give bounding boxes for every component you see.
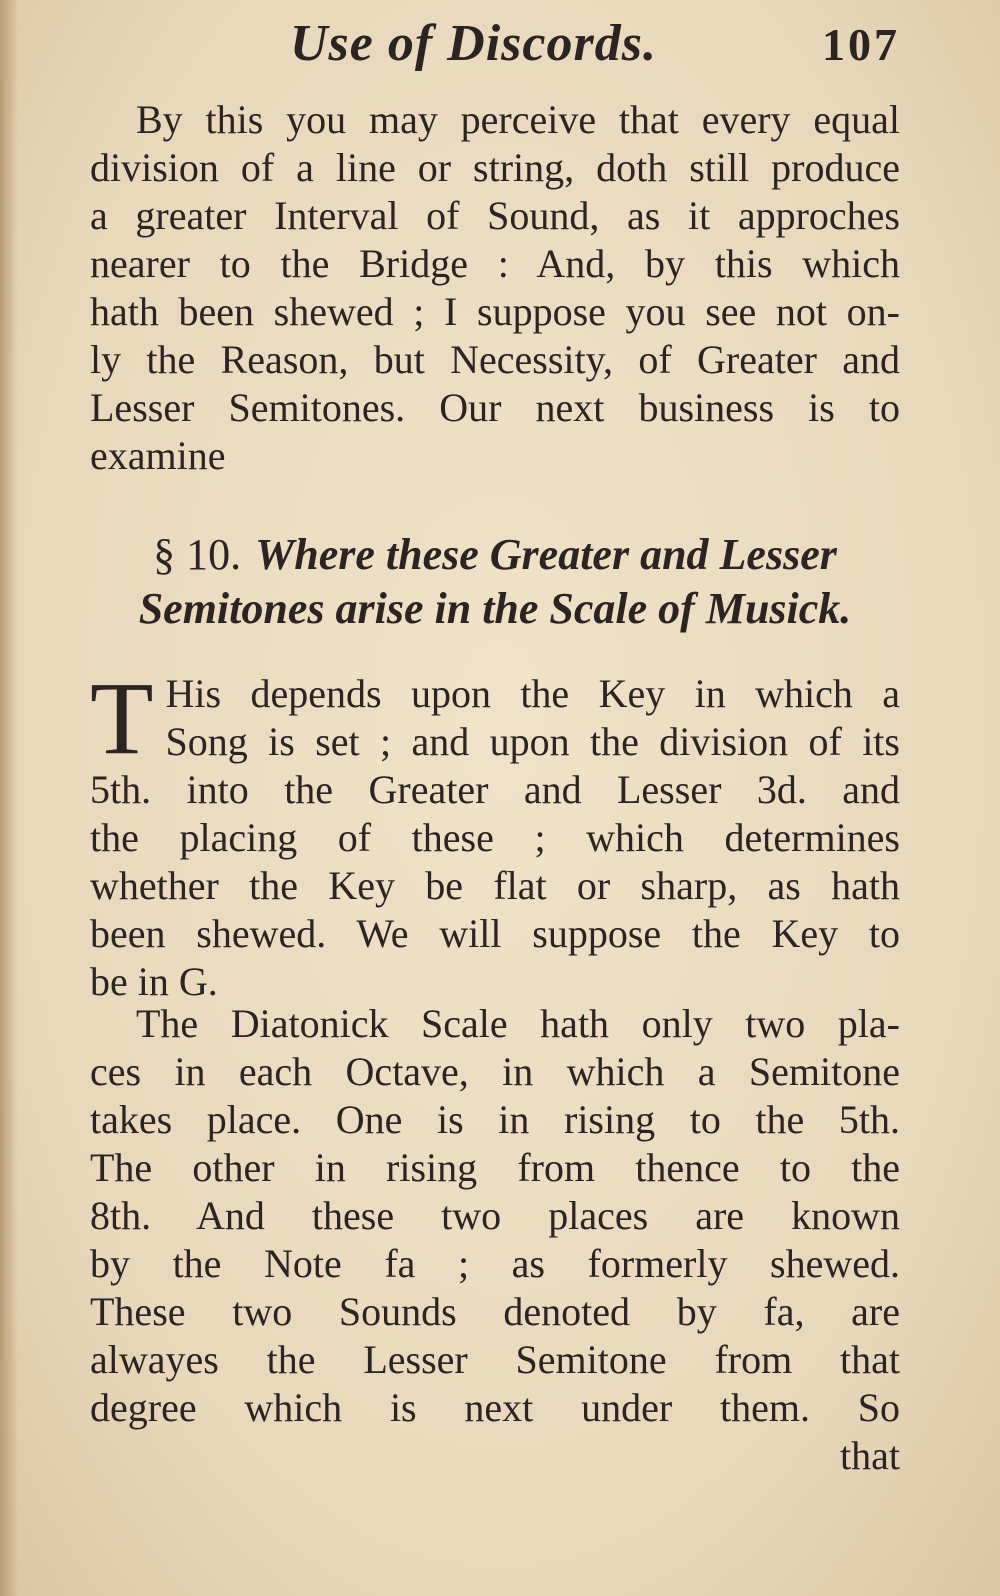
text-line: 5th. into the Greater and Lesser 3d. and: [90, 767, 900, 812]
drop-cap: T: [90, 661, 154, 776]
text-line: The Diatonick Scale hath only two pla-: [136, 1001, 900, 1046]
page-gutter-shadow: [0, 0, 18, 1596]
section-heading-line-1: [90, 528, 900, 582]
text-line: a greater Interval of Sound, as it approches: [90, 193, 900, 238]
text-line: the placing of these ; which determines: [90, 815, 900, 860]
page-number: 107: [822, 19, 900, 70]
text-line: Lesser Semitones. Our next business is to: [90, 385, 900, 430]
text-line: Song is set ; and upon the division of its: [165, 719, 900, 764]
paragraph-1: [90, 96, 900, 480]
text-line: hath been shewed ; I suppose you see not on-: [90, 289, 900, 334]
text-line: been shewed. We will suppose the Key to: [90, 911, 900, 956]
text-line: His depends upon the Key in which a: [165, 671, 900, 716]
text-line: By this you may perceive that every equal: [136, 97, 900, 142]
text-line: ces in each Octave, in which a Semitone: [90, 1049, 900, 1094]
section-title-part-2: Semitones arise in the Scale of Musick.: [138, 584, 852, 633]
text-line: degree which is next under them. So: [90, 1385, 900, 1430]
paragraph-2: [90, 661, 900, 1006]
text-line: 8th. And these two places are known: [90, 1193, 900, 1238]
text-line: nearer to the Bridge : And, by this which: [90, 241, 900, 286]
text-line: ly the Reason, but Necessity, of Greater and: [90, 337, 900, 382]
section-heading: [90, 528, 900, 636]
section-number: § 10.: [153, 530, 242, 579]
running-head: [90, 14, 900, 84]
paragraph-3: [90, 1000, 900, 1480]
text-line: whether the Key be flat or sharp, as hath: [90, 863, 900, 908]
text-line: The other in rising from thence to the: [90, 1145, 900, 1190]
text-line: division of a line or string, doth still produce: [90, 145, 900, 190]
text-line: alwayes the Lesser Semitone from that: [90, 1337, 900, 1382]
section-title-part-1: Where these Greater and Lesser: [255, 530, 837, 579]
text-line: by the Note fa ; as formerly shewed.: [90, 1241, 900, 1286]
text-line: be in G.: [90, 959, 218, 1004]
catchword: that: [840, 1433, 900, 1478]
text-line: These two Sounds denoted by fa, are: [90, 1289, 900, 1334]
text-line: examine: [90, 433, 226, 478]
running-head-title: Use of Discords.: [290, 15, 657, 72]
text-line: takes place. One is in rising to the 5th.: [90, 1097, 900, 1142]
